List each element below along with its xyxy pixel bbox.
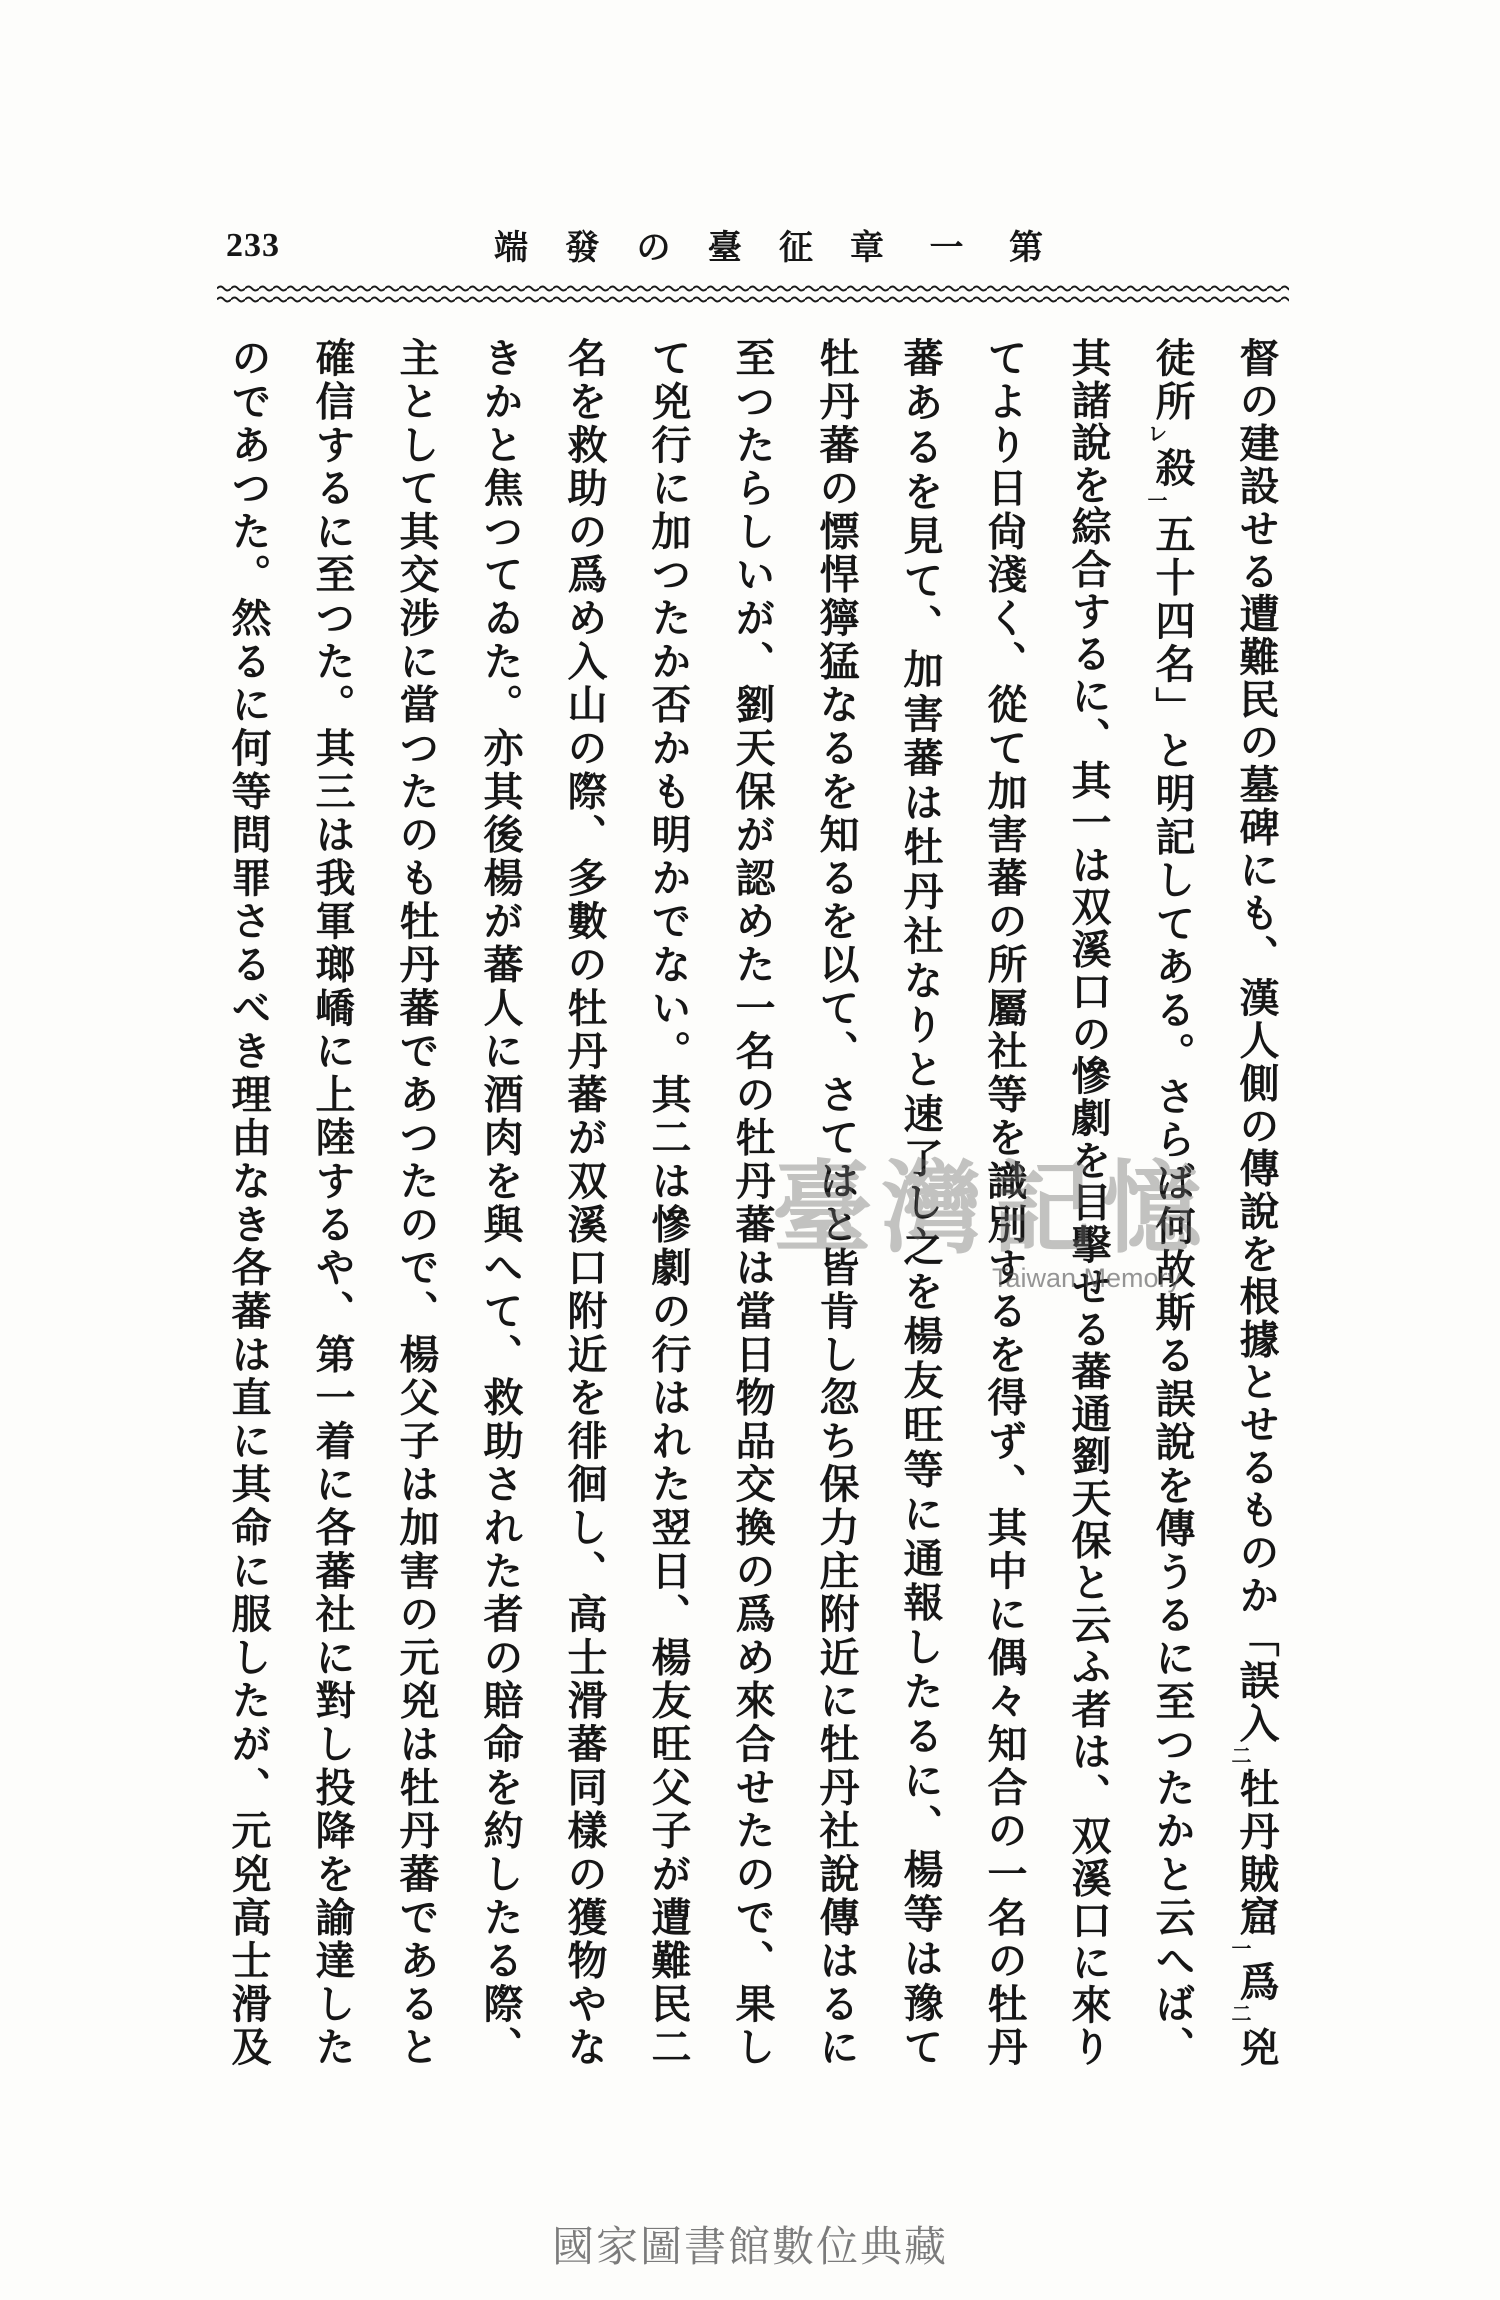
watermark-mark: 臺灣記憶: [772, 1149, 1212, 1267]
text-segment: 牡丹賊窟: [1233, 1767, 1280, 1939]
header-wavy-rule: [217, 283, 1289, 305]
text-segment: 其諸說を綜合するに、其一は双溪口の慘劇を目擊せる蕃通劉天保と云ふ者は、双溪口に來り: [1065, 337, 1112, 2066]
text-column: [626, 337, 710, 2066]
watermark-label: Taiwan Memory: [992, 1263, 1182, 1293]
page-number: 233: [226, 227, 280, 264]
text-segment: きかと焦つてゐた。亦其後楊が蕃人に酒肉を與へて、救助された者の賠命を約したる際、: [477, 337, 524, 2066]
text-segment: て兇行に加つたか否かも明かでない。其二は慘劇の行はれた翌日、楊友旺父子が遭難民二: [645, 337, 692, 2066]
text-segment: 爲: [1233, 1960, 1280, 2004]
text-segment: 兇: [1233, 2026, 1280, 2067]
running-title: 征臺の發端: [494, 228, 813, 268]
text-segment: てより日尙淺く、從て加害蕃の所屬社等を識別するを得ず、其中に偶々知合の一名の牡丹: [981, 337, 1028, 2066]
text-segment: 確信するに至つた。其三は我軍瑯嶠に上陸するや、第一着に各蕃社に對し投降を諭達した: [309, 337, 356, 2066]
kaeriten-mark: 二: [1228, 2003, 1252, 2027]
text-column: [290, 337, 374, 2066]
text-segment: のであつた。然るに何等問罪さるべき理由なき各蕃は直に其命に服したが、元兇高士滑及: [225, 337, 272, 2066]
text-column: [206, 337, 290, 2066]
wavy-line-lower: [217, 292, 1289, 303]
text-segment: 徒所: [1149, 337, 1196, 424]
text-segment: 至つたらしいが、劉天保が認めた一名の牡丹蕃は當日物品交換の爲め來合せたので、果し: [729, 337, 776, 2066]
text-segment: 殺: [1149, 446, 1196, 490]
running-chapter: 第一章: [850, 228, 1043, 268]
text-column: [542, 337, 626, 2066]
kaeriten-mark: 二: [1228, 1744, 1252, 1768]
text-segment: 五十四名」と明記してある。さらば何故斯る誤說を傳うるに至つたかと云へば、: [1149, 513, 1196, 2067]
text-column: [1214, 337, 1298, 2066]
kaeriten-mark: 一: [1228, 1938, 1252, 1961]
text-segment: 名を救助の爲め入山の際、多數の牡丹蕃が双溪口附近を徘徊し、高士滑蕃同樣の獲物やな: [561, 337, 608, 2066]
footer-collection-label: 國家圖書館數位典藏: [551, 2222, 948, 2271]
text-segment: 蕃あるを見て、加害蕃は牡丹社なりと速了し之を楊友旺等に通報したるに、楊等は豫て: [897, 337, 944, 2067]
kaeriten-mark: レ: [1144, 423, 1168, 447]
text-segment: 牡丹蕃の慓悍獰猛なるを知るを以て、さてはと皆肯し忽ち保力庄附近に牡丹社說傳はるに: [813, 337, 860, 2066]
kaeriten-mark: 一: [1144, 489, 1168, 514]
text-segment: 主として其交涉に當つたのも牡丹蕃であつたので、楊父子は加害の元兇は牡丹蕃であると: [393, 337, 440, 2067]
text-column: [458, 337, 542, 2066]
text-column: [374, 337, 458, 2066]
text-segment: 督の建設せる遭難民の墓碑にも、漢人側の傳說を根據とせるものか「誤入: [1233, 337, 1280, 1745]
